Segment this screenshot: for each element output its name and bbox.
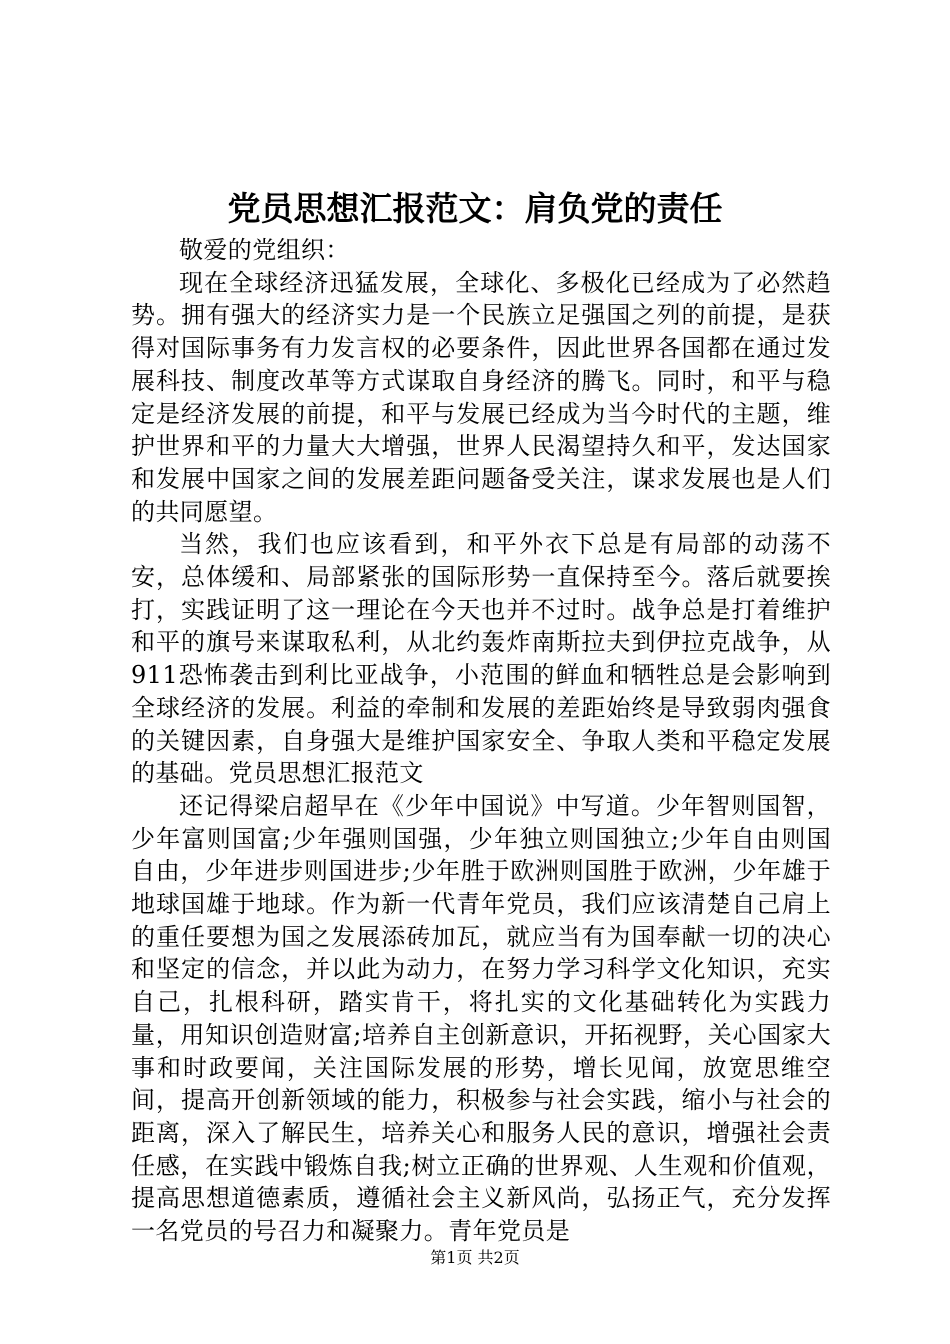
page-footer: 第1页 共2页 bbox=[430, 1248, 520, 1267]
paragraph-1: 现在全球经济迅猛发展，全球化、多极化已经成为了必然趋势。拥有强大的经济实力是一个民族立足强国之列的前提，是获得对国际事务有力发言权的必要条件，因此世界各国都在通过发展科技、制度改革等方式谋取自身经济的腾飞。同时，和平与稳定是经济发展的前提，和平与发展已经成为当今时代的主题，维护世界和平的力量大大增强，世界人民渴望持久和平，发达国家和发展中国家之间的发展差距问题备受关注，谋求发展也是人们的共同愿望。 bbox=[131, 268, 831, 526]
document-title: 党员思想汇报范文：肩负党的责任 bbox=[227, 189, 723, 228]
paragraph-3: 还记得梁启超早在《少年中国说》中写道。少年智则国智，少年富则国富;少年强则国强，少年独立则国独立;少年自由则国自由，少年进步则国进步;少年胜于欧洲则国胜于欧洲，少年雄于地球国雄于地球。作为新一代青年党员，我们应该清楚自己肩上的重任要想为国之发展添砖加瓦，就应当有为国奉献一切的决心和坚定的信念，并以此为动力，在努力学习科学文化知识，充实自己，扎根科研，踏实肯干，将扎实的文化基础转化为实践力量，用知识创造财富;培养自主创新意识，开拓视野，关心国家大事和时政要闻，关注国际发展的形势，增长见闻，放宽思维空间，提高开创新领域的能力，积极参与社会实践，缩小与社会的距离，深入了解民生，培养关心和服务人民的意识，增强社会责任感，在实践中锻炼自我;树立正确的世界观、人生观和价值观，提高思想道德素质，遵循社会主义新风尚，弘扬正气，充分发挥一名党员的号召力和凝聚力。青年党员是 bbox=[131, 791, 831, 1246]
paragraph-2: 当然，我们也应该看到，和平外衣下总是有局部的动荡不安，总体缓和、局部紧张的国际形势一直保持至今。落后就要挨打，实践证明了这一理论在今天也并不过时。战争总是打着维护和平的旗号来谋取私利，从北约轰炸南斯拉夫到伊拉克战争，从911恐怖袭击到利比亚战争，小范围的鲜血和牺牲总是会影响到全球经济的发展。利益的牵制和发展的差距始终是导致弱肉强食的关键因素，自身强大是维护国家安全、争取人类和平稳定发展的基础。党员思想汇报范文 bbox=[131, 530, 831, 788]
document-body bbox=[131, 234, 831, 1248]
salutation: 敬爱的党组织： bbox=[179, 236, 350, 264]
